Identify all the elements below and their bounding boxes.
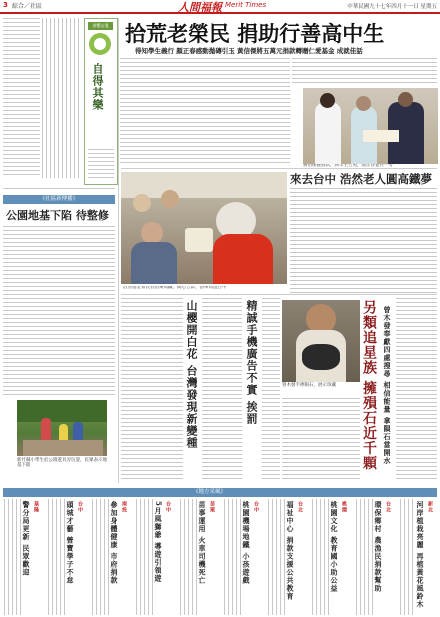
local-news-item: 苗栗 苗事運用 火車司機死亡 <box>179 499 221 615</box>
fossil-body-text <box>202 298 242 480</box>
issue-date: 中華民國九十七年四月十一日 星期五 <box>347 4 437 10</box>
middle-body-text <box>290 188 437 296</box>
newspaper-logo: 人間福報 <box>178 1 222 14</box>
train-photo <box>121 172 287 284</box>
masthead-bar <box>0 0 440 14</box>
local-news-item: 新北 河岸植栽亮麗 再植黃花風鈴木 <box>399 499 437 615</box>
local-news-bar <box>3 488 437 497</box>
left-headline: 公園地基下陷 待整修 <box>6 209 109 222</box>
fossil-body-text <box>121 298 183 480</box>
meteorite-subhead: 曾木發奉獻四處搜尋 相信能量 拿隕石當開水 <box>383 306 392 465</box>
meteorite-body-text <box>396 298 437 480</box>
newspaper-logo-en: Merit Times <box>225 1 267 9</box>
left-photo-caption: 新竹縣小學生於公園遊具旁玩耍，民眾表示地基下陷 <box>17 458 107 468</box>
main-body-text <box>292 58 437 86</box>
column-box <box>84 18 118 185</box>
column-logo-circle <box>89 33 111 55</box>
fossil-headline: 山櫻開白花 台灣發現新變種 <box>185 300 198 449</box>
meteorite-photo <box>282 300 360 382</box>
phone-headline: 精誠手機廣告不實 挨罰 <box>245 300 258 425</box>
left-photo <box>17 400 107 456</box>
column-badge: 迴響山箋 <box>88 22 113 30</box>
left-body-text <box>3 226 115 396</box>
main-headline: 拾荒老榮民 捐助行善高中生 <box>125 21 385 46</box>
local-news-item: 南投 參加身體健康 市府捐款 <box>91 499 133 615</box>
local-news-item: 台中 頭城才藝 營寶學子不怠 <box>47 499 89 615</box>
main-subhead: 得知學生義行 顏正春感動拋磚引玉 黃信傑將五萬元捐款轉贈仁愛基金 成就佳話 <box>135 47 363 55</box>
meteorite-photo-caption: 曾木發手捧隕石，展示珍藏 <box>282 383 336 388</box>
local-news-item: 台北 福祉中心 捐款支援公共教育 <box>267 499 309 615</box>
phone-body-text <box>262 298 280 480</box>
meteorite-headline: 另類追星族 擁殞石近千顆 <box>361 300 377 471</box>
meteorite-body-text <box>282 398 360 480</box>
main-photo-caption: 黃信傑獲捐款，與學生合照，顏正春並在一旁 <box>303 164 393 168</box>
local-news-columns <box>3 499 437 615</box>
section-label: 綜合／社區 <box>12 3 43 10</box>
local-news-item: 台北 環保鄉村 農漁民捐款幫助 <box>355 499 397 615</box>
main-photo-caption-side <box>292 86 302 166</box>
middle-headline: 來去台中 浩然老人圓高鐵夢 <box>290 172 433 186</box>
train-photo-caption: 浩然基金會長者搭乘高鐵，開心合影，搭車同遊台中 <box>123 286 227 290</box>
column-title: 自得其樂 <box>91 63 104 111</box>
local-news-item: 基隆 警分局更新 民眾歡迎 <box>3 499 45 615</box>
local-news-item: 桃園 桃園文化 教育國小助公益 <box>311 499 353 615</box>
body-text-block <box>3 18 40 178</box>
page-number: 3 <box>3 1 8 9</box>
main-body-text <box>120 58 290 166</box>
main-photo <box>303 88 438 164</box>
local-news-item: 台中 桃園機場地鐵 小孩遊戲 <box>223 499 265 615</box>
section-tag: 《社區新傳播》 <box>3 195 115 204</box>
local-news-item: 台中 5月風獅爺 導遊引領遊 <box>135 499 177 615</box>
local-news-tag: 《地方采風》 <box>193 489 227 495</box>
body-text-block <box>42 18 82 178</box>
